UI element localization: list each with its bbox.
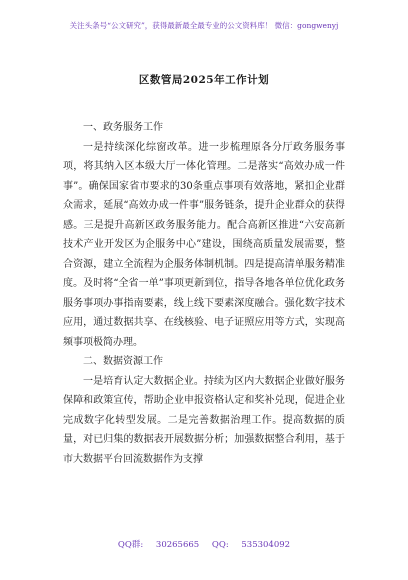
section-heading-data-resources: 二、数据资源工作 [83, 356, 163, 367]
promo-banner: 关注头条号“公文研究”，获得最新最全最专业的公文资料库！ 微信：gongwenyj [69, 21, 339, 30]
contact-footer: QQ群: 30265665 QQ: 535304092 [117, 540, 291, 550]
section-paragraph-government-services: 一是持续深化综窗改革。进一步梳理原各分厅政务服务事项，将其纳入区本级大厅一体化管理。二是落实“高效办成一件事”。确保国家省市要求的30条重点事项有效落地，紧扣企业群众需求，延展“高效办成一件事”服务链条，提升企业群众的获得感。三是提升高新区政务服务能力。配合高新区推进“六安高新技术产业开发区为企服务中心”建设，围绕高质量发展需要，整合资源，建立全流程为企服务体制机制。四是提高清单服务精准度。及时将“全省一单”事项更新到位，指导各地各单位优化政务服务事项办事指南要素，线上线下要素深度融合。强化数字技术应用，通过数据共享、在线核验、电子证照应用等方式，实现高频事项极简办理。 [63, 141, 345, 348]
section-heading-government-services: 一、政务服务工作 [83, 122, 163, 133]
document-title: 区数管局2025年工作计划 [138, 74, 270, 86]
section-paragraph-data-resources: 一是培育认定大数据企业。持续为区内大数据企业做好服务保障和政策宣传，帮助企业申报资格认定和奖补兑现，促进企业完成数字化转型发展。二是完善数据治理工作。提高数据的质量，对已归集的数据表开展数据分析；加强数据整合利用，基于市大数据平台回流数据作为支撑 [63, 375, 345, 465]
document-body [63, 118, 345, 469]
